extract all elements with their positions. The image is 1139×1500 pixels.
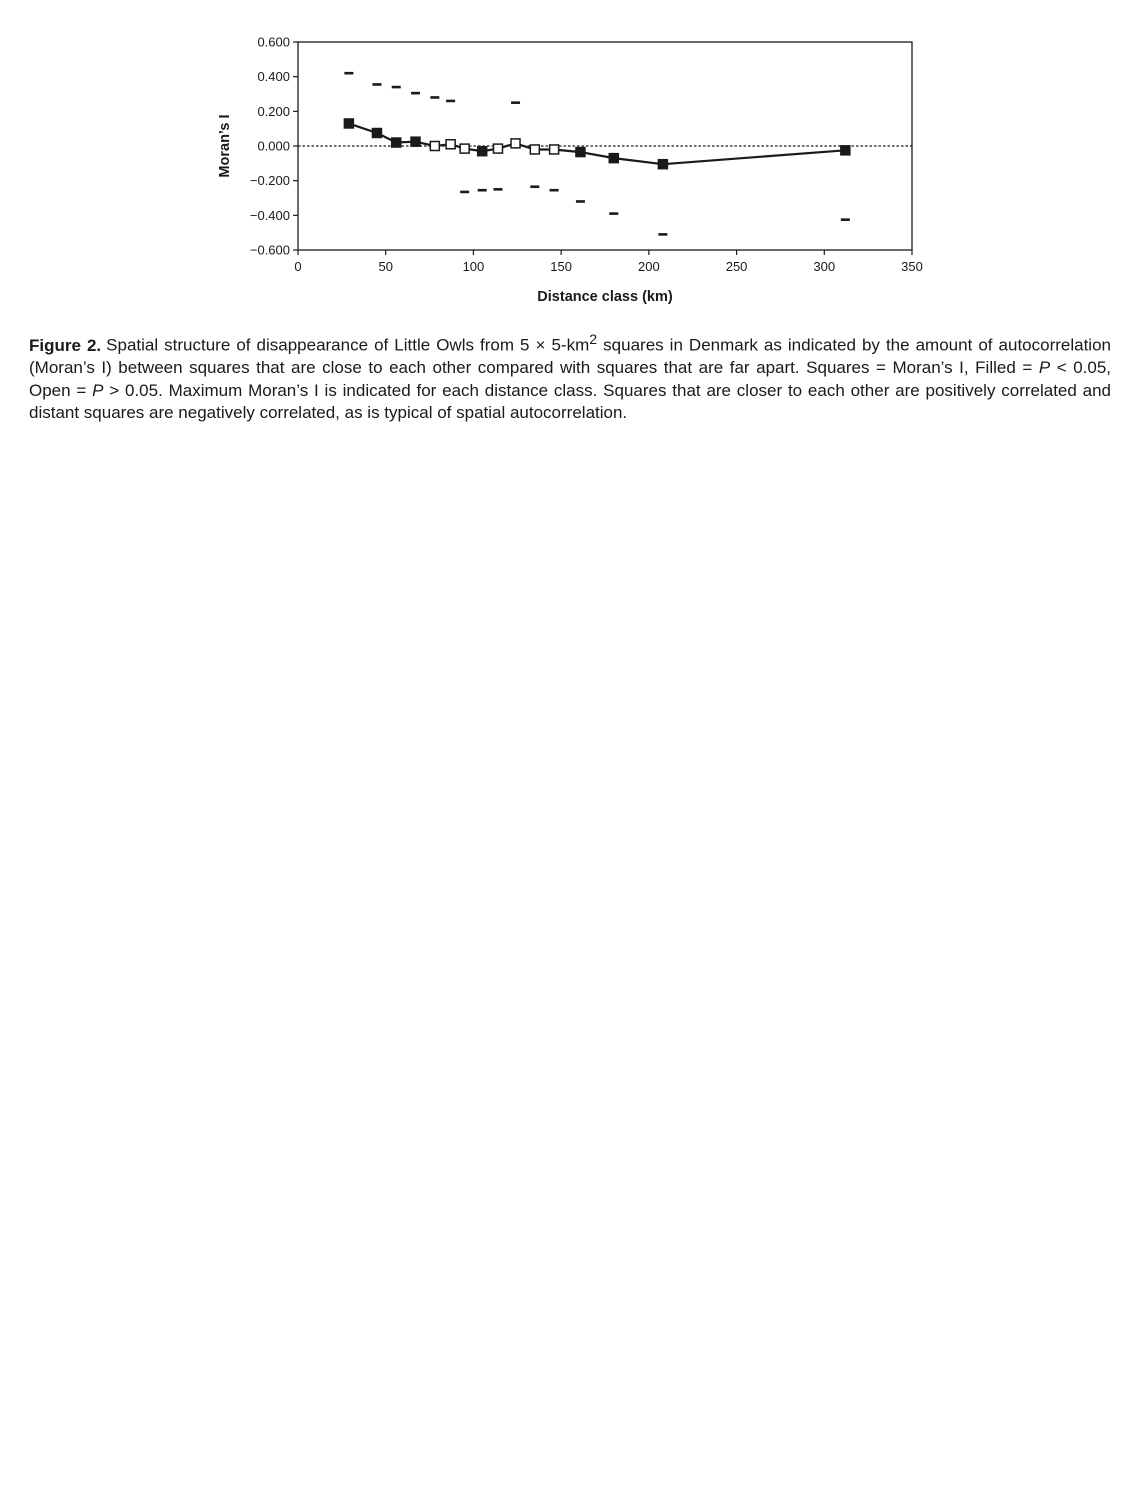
y-tick-label: −0.200: [249, 173, 290, 189]
x-tick-label: 100: [462, 259, 485, 274]
maximum-dash-marker: [446, 100, 455, 103]
filled-square-marker: [576, 148, 585, 157]
filled-square-marker: [344, 119, 353, 128]
open-square-marker: [550, 145, 559, 154]
caption-superscript: 2: [589, 332, 598, 348]
y-axis-ticks: [250, 35, 298, 258]
x-tick-label: 350: [901, 259, 923, 274]
maximum-morans-i-marks: [344, 72, 849, 236]
x-tick-label: 250: [725, 259, 748, 274]
x-tick-label: 150: [550, 259, 572, 274]
y-tick-label: 0.000: [257, 138, 290, 154]
maximum-dash-marker: [493, 188, 502, 191]
open-square-marker: [493, 144, 502, 153]
maximum-dash-marker: [392, 86, 401, 89]
filled-square-marker: [411, 137, 420, 146]
maximum-dash-marker: [430, 96, 439, 99]
filled-square-marker: [841, 146, 850, 155]
y-tick-label: 0.400: [257, 69, 290, 85]
y-tick-label: −0.400: [249, 207, 290, 223]
maximum-dash-marker: [841, 218, 850, 221]
filled-square-marker: [372, 129, 381, 138]
open-square-marker: [460, 144, 469, 153]
x-tick-label: 300: [813, 259, 836, 274]
caption-text: < 0.05, Open =: [29, 358, 1111, 400]
y-tick-label: −0.600: [249, 242, 290, 258]
maximum-dash-marker: [550, 189, 559, 192]
filled-square-marker: [658, 160, 667, 169]
morans-i-squares: [344, 119, 849, 169]
figure-label: Figure 2.: [29, 335, 102, 355]
x-tick-label: 200: [638, 259, 660, 274]
maximum-dash-marker: [411, 92, 420, 95]
maximum-dash-marker: [609, 212, 618, 215]
filled-square-marker: [392, 138, 401, 147]
y-axis-label: Moran’s I: [217, 114, 233, 178]
maximum-dash-marker: [344, 72, 353, 75]
morans-i-line: [349, 124, 845, 165]
caption-p-symbol: P: [1038, 358, 1051, 378]
y-tick-label: 0.600: [257, 34, 290, 50]
open-square-marker: [446, 140, 455, 149]
maximum-dash-marker: [576, 200, 585, 203]
open-square-marker: [530, 145, 539, 154]
maximum-dash-marker: [658, 233, 667, 236]
x-tick-label: 0: [294, 259, 302, 274]
maximum-dash-marker: [460, 191, 469, 194]
maximum-dash-marker: [372, 83, 381, 86]
open-square-marker: [511, 139, 520, 148]
x-axis-label: Distance class (km): [537, 289, 673, 305]
filled-square-marker: [609, 154, 618, 163]
morans-i-chart: [0, 0, 1139, 320]
figure-caption: [29, 329, 1111, 425]
caption-text: > 0.05. Maximum Moran’s I is indicated for each distance class. Squares that are closer to each other are positively correlated and distant squares are negatively correlated, as is typical of spatial autocorrelation.: [29, 380, 1111, 423]
maximum-dash-marker: [511, 101, 520, 104]
y-tick-label: 0.200: [257, 103, 290, 119]
x-axis-ticks: [294, 250, 922, 274]
maximum-dash-marker: [530, 185, 539, 188]
x-tick-label: 50: [378, 259, 393, 274]
open-square-marker: [430, 142, 439, 151]
maximum-dash-marker: [478, 189, 487, 192]
caption-text: squares in Denmark as indicated by the amount of autocorrelation (Moran’s I) between squares that are close to each other compared with squares that are far apart. Squares = Moran’s I, Filled =: [29, 335, 1111, 378]
filled-square-marker: [478, 147, 487, 156]
caption-text: Spatial structure of disappearance of Little Owls from 5 × 5-km: [106, 335, 590, 355]
caption-p-symbol: P: [92, 380, 104, 400]
